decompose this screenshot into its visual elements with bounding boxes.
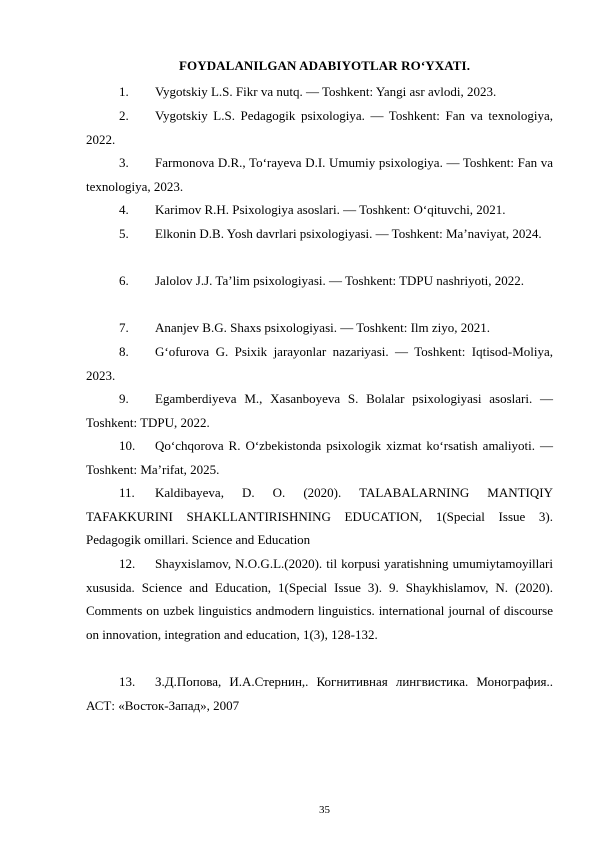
reference-number: 2. <box>119 108 129 123</box>
reference-item-9 <box>86 387 553 434</box>
reference-text: Shayxislamov, N.O.G.L.(2020). til korpusi yaratishning umumiytamoyillari xususida. Science and Education, 1(Special Issue 3). 9. Shaykhislamov, N. (2020). Comments on uzbek linguistics andmodern linguistics. international journal of discourse on innovation, integration and education, 1(3), 128-132. <box>86 556 553 642</box>
reference-number: 5. <box>119 226 129 241</box>
reference-item-7 <box>86 316 553 340</box>
reference-text: З.Д.Попова, И.А.Стернин,. Когнитивная лингвистика. Монография.. АСТ: «Восток-Запад», 2007 <box>86 674 553 713</box>
reference-number: 4. <box>119 202 129 217</box>
reference-item-13 <box>86 670 553 717</box>
reference-number: 3. <box>119 155 129 170</box>
reference-number: 7. <box>119 320 129 335</box>
reference-item-3 <box>86 151 553 198</box>
reference-text: Vygotskiy L.S. Pedagogik psixologiya. — Toshkent: Fan va texnologiya, 2022. <box>86 108 553 147</box>
page-number: 35 <box>319 804 330 816</box>
reference-text: Ananjev B.G. Shaxs psixologiyasi. — Toshkent: Ilm ziyo, 2021. <box>155 320 491 335</box>
reference-text: Qo‘chqorova R. O‘zbekistonda psixologik xizmat ko‘rsatish amaliyoti. — Toshkent: Ma’rifat, 2025. <box>86 438 553 477</box>
reference-item-6 <box>86 269 553 293</box>
reference-number: 1. <box>119 84 129 99</box>
reference-text: Elkonin D.B. Yosh davrlari psixologiyasi. — Toshkent: Ma’naviyat, 2024. <box>155 226 542 241</box>
reference-number: 12. <box>119 556 136 571</box>
reference-item-11 <box>86 481 553 552</box>
reference-item-1 <box>86 80 553 104</box>
reference-item-4 <box>86 198 553 222</box>
reference-item-2 <box>86 104 553 151</box>
reference-text: Karimov R.H. Psixologiya asoslari. — Toshkent: O‘qituvchi, 2021. <box>155 202 506 217</box>
reference-item-10 <box>86 434 553 481</box>
reference-text: Farmonova D.R., To‘rayeva D.I. Umumiy psixologiya. — Toshkent: Fan va texnologiya, 2023. <box>86 155 553 194</box>
reference-item-5 <box>86 222 553 246</box>
reference-number: 11. <box>119 485 135 500</box>
reference-number: 13. <box>119 674 136 689</box>
reference-number: 8. <box>119 344 129 359</box>
reference-text: Egamberdiyeva M., Xasanboyeva S. Bolalar psixologiyasi asoslari. — Toshkent: TDPU, 2022. <box>86 391 553 430</box>
reference-text: Vygotskiy L.S. Fikr va nutq. — Toshkent: Yangi asr avlodi, 2023. <box>155 84 497 99</box>
reference-number: 10. <box>119 438 136 453</box>
reference-text: G‘ofurova G. Psixik jarayonlar nazariyasi. — Toshkent: Iqtisod-Moliya, 2023. <box>86 344 553 383</box>
reference-number: 9. <box>119 391 129 406</box>
page-title: FOYDALANILGAN ADABIYOTLAR RO‘YXATI. <box>178 58 471 73</box>
reference-item-12 <box>86 552 553 646</box>
reference-text: Kaldibayeva, D. O. (2020). TALABALARNING MANTIQIY TAFAKKURINI SHAKLLANTIRISHNING EDUCATION, 1(Special Issue 3). Pedagogik omillari. Science and Education <box>86 485 553 547</box>
reference-number: 6. <box>119 273 129 288</box>
reference-text: Jalolov J.J. Ta’lim psixologiyasi. — Toshkent: TDPU nashriyoti, 2022. <box>155 273 525 288</box>
reference-item-8 <box>86 340 553 387</box>
